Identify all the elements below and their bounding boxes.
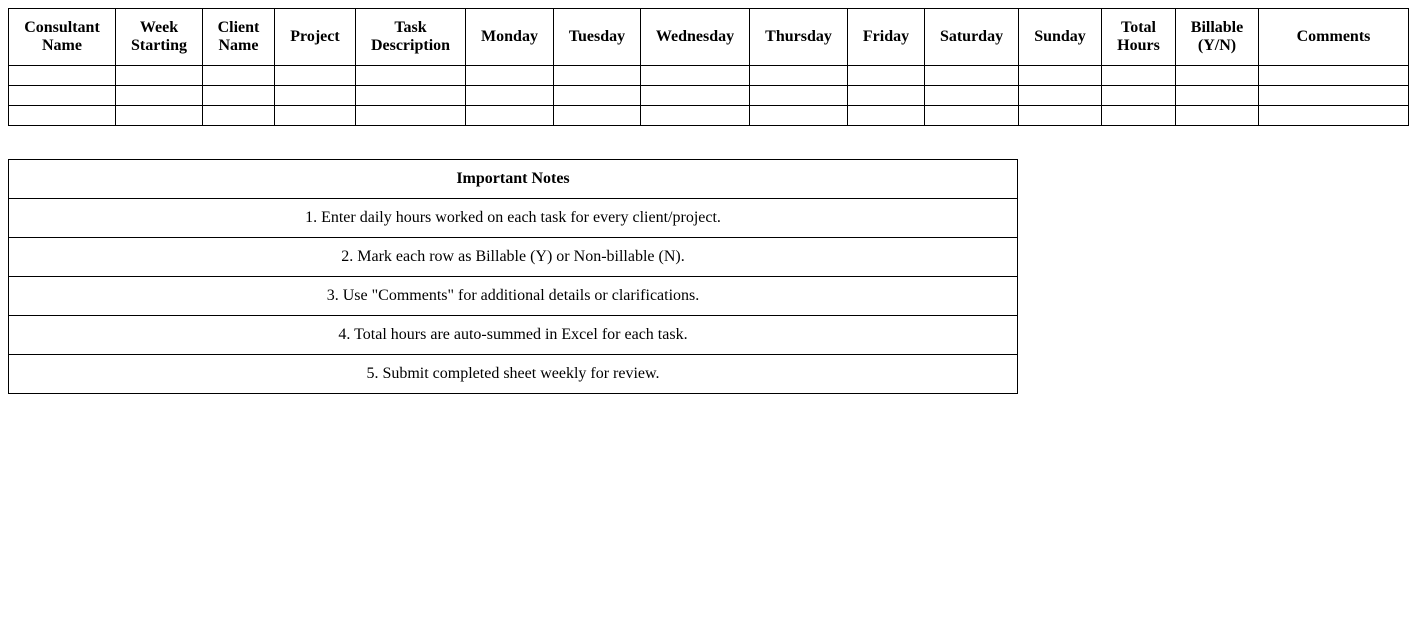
cell-saturday[interactable] bbox=[925, 86, 1019, 106]
note-row bbox=[9, 277, 1018, 316]
cell-client-name[interactable] bbox=[203, 106, 275, 126]
cell-monday[interactable] bbox=[466, 106, 554, 126]
cell-comments[interactable] bbox=[1259, 86, 1409, 106]
notes-title-row bbox=[9, 160, 1018, 199]
note-row bbox=[9, 238, 1018, 277]
timesheet-row bbox=[9, 86, 1409, 106]
cell-total-hours[interactable] bbox=[1102, 86, 1176, 106]
cell-consultant-name[interactable] bbox=[9, 106, 116, 126]
cell-billable[interactable] bbox=[1176, 106, 1259, 126]
cell-thursday[interactable] bbox=[750, 106, 848, 126]
cell-comments[interactable] bbox=[1259, 106, 1409, 126]
cell-tuesday[interactable] bbox=[554, 86, 641, 106]
cell-friday[interactable] bbox=[848, 86, 925, 106]
note-item: 1. Enter daily hours worked on each task for every client/project. bbox=[9, 199, 1018, 238]
cell-week-starting[interactable] bbox=[116, 106, 203, 126]
cell-tuesday[interactable] bbox=[554, 106, 641, 126]
cell-billable[interactable] bbox=[1176, 66, 1259, 86]
timesheet-row bbox=[9, 66, 1409, 86]
timesheet-body bbox=[9, 66, 1409, 126]
timesheet-header-row bbox=[9, 9, 1409, 66]
note-item: 5. Submit completed sheet weekly for review. bbox=[9, 355, 1018, 394]
cell-wednesday[interactable] bbox=[641, 66, 750, 86]
column-header-comments: Comments bbox=[1259, 9, 1409, 66]
cell-total-hours[interactable] bbox=[1102, 106, 1176, 126]
column-header-week-starting: Week Starting bbox=[116, 9, 203, 66]
cell-saturday[interactable] bbox=[925, 66, 1019, 86]
cell-monday[interactable] bbox=[466, 86, 554, 106]
cell-tuesday[interactable] bbox=[554, 66, 641, 86]
cell-friday[interactable] bbox=[848, 66, 925, 86]
notes-title: Important Notes bbox=[9, 160, 1018, 199]
note-row bbox=[9, 199, 1018, 238]
column-header-project: Project bbox=[275, 9, 356, 66]
column-header-client-name: Client Name bbox=[203, 9, 275, 66]
cell-consultant-name[interactable] bbox=[9, 66, 116, 86]
cell-task-description[interactable] bbox=[356, 106, 466, 126]
cell-project[interactable] bbox=[275, 106, 356, 126]
column-header-tuesday: Tuesday bbox=[554, 9, 641, 66]
note-item: 2. Mark each row as Billable (Y) or Non-billable (N). bbox=[9, 238, 1018, 277]
cell-task-description[interactable] bbox=[356, 86, 466, 106]
cell-consultant-name[interactable] bbox=[9, 86, 116, 106]
column-header-total-hours: Total Hours bbox=[1102, 9, 1176, 66]
cell-monday[interactable] bbox=[466, 66, 554, 86]
cell-total-hours[interactable] bbox=[1102, 66, 1176, 86]
column-header-sunday: Sunday bbox=[1019, 9, 1102, 66]
timesheet-table bbox=[8, 8, 1409, 126]
cell-thursday[interactable] bbox=[750, 86, 848, 106]
cell-week-starting[interactable] bbox=[116, 86, 203, 106]
cell-wednesday[interactable] bbox=[641, 106, 750, 126]
column-header-consultant-name: Consultant Name bbox=[9, 9, 116, 66]
note-item: 3. Use "Comments" for additional details or clarifications. bbox=[9, 277, 1018, 316]
cell-thursday[interactable] bbox=[750, 66, 848, 86]
note-item: 4. Total hours are auto-summed in Excel for each task. bbox=[9, 316, 1018, 355]
cell-comments[interactable] bbox=[1259, 66, 1409, 86]
column-header-saturday: Saturday bbox=[925, 9, 1019, 66]
cell-saturday[interactable] bbox=[925, 106, 1019, 126]
column-header-billable: Billable (Y/N) bbox=[1176, 9, 1259, 66]
cell-friday[interactable] bbox=[848, 106, 925, 126]
cell-client-name[interactable] bbox=[203, 66, 275, 86]
important-notes-table bbox=[8, 159, 1018, 394]
column-header-monday: Monday bbox=[466, 9, 554, 66]
cell-sunday[interactable] bbox=[1019, 86, 1102, 106]
column-header-task-description: Task Description bbox=[356, 9, 466, 66]
timesheet-row bbox=[9, 106, 1409, 126]
cell-wednesday[interactable] bbox=[641, 86, 750, 106]
column-header-wednesday: Wednesday bbox=[641, 9, 750, 66]
cell-sunday[interactable] bbox=[1019, 66, 1102, 86]
note-row bbox=[9, 355, 1018, 394]
cell-task-description[interactable] bbox=[356, 66, 466, 86]
note-row bbox=[9, 316, 1018, 355]
cell-sunday[interactable] bbox=[1019, 106, 1102, 126]
column-header-friday: Friday bbox=[848, 9, 925, 66]
cell-week-starting[interactable] bbox=[116, 66, 203, 86]
cell-client-name[interactable] bbox=[203, 86, 275, 106]
column-header-thursday: Thursday bbox=[750, 9, 848, 66]
cell-project[interactable] bbox=[275, 66, 356, 86]
cell-project[interactable] bbox=[275, 86, 356, 106]
cell-billable[interactable] bbox=[1176, 86, 1259, 106]
